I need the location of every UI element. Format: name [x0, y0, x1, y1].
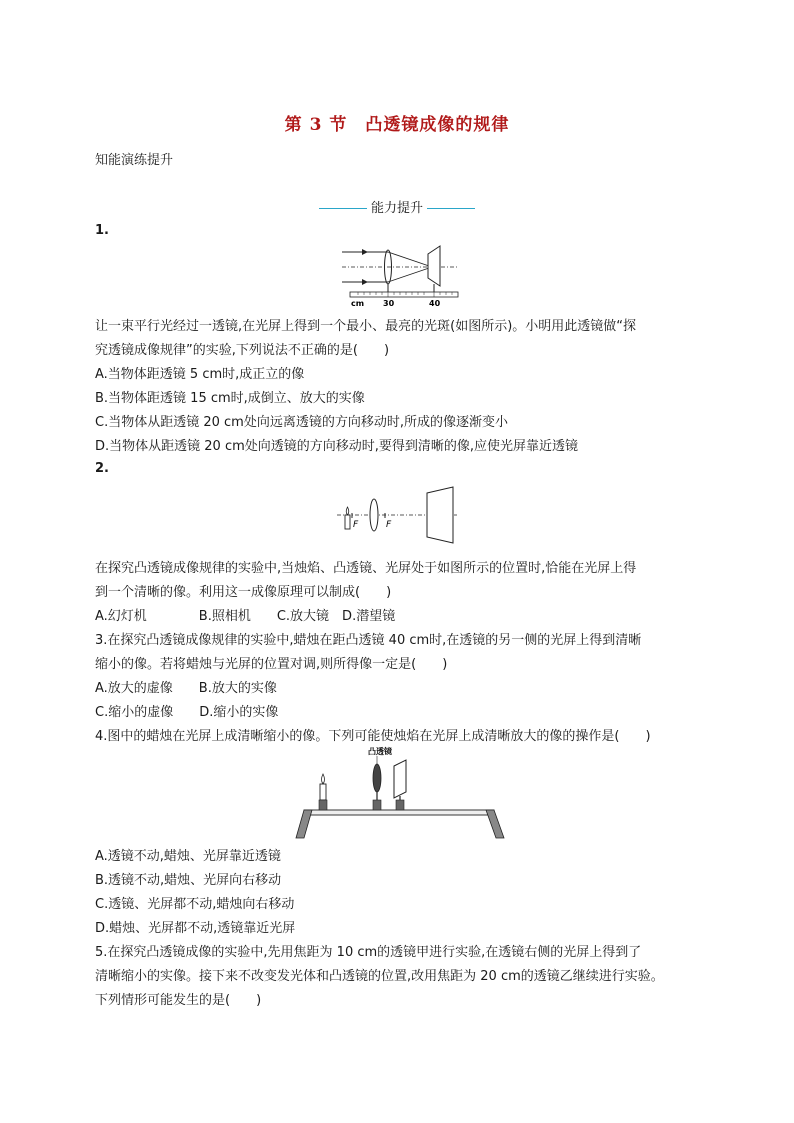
question-4-option-b: B.透镜不动,蜡烛、光屏向右移动: [95, 873, 282, 888]
subtitle: 知能演练提升: [95, 153, 174, 168]
section-heading: [0, 197, 794, 216]
question-1-option-b: B.当物体距透镜 15 cm时,成倒立、放大的实像: [95, 391, 365, 406]
question-4-stem-line-1: 4.图中的蜡烛在光屏上成清晰缩小的像。下列可能使烛焰在光屏上成清晰放大的像的操作是( ): [95, 729, 651, 744]
question-1-number: 1.: [95, 223, 109, 238]
ruler-mark-30: 30: [383, 299, 395, 308]
question-1-option-d: D.当物体从距透镜 20 cm处向透镜的方向移动时,要得到清晰的像,应使光屏靠近透镜: [95, 439, 579, 454]
question-5-stem-line-3: 下列情形可能发生的是( ): [95, 993, 262, 1008]
question-3-stem-line-1: 3.在探究凸透镜成像规律的实验中,蜡烛在距凸透镜 40 cm时,在透镜的另一侧的光屏上得到清晰: [95, 633, 642, 648]
question-2-stem-line-2: 到一个清晰的像。利用这一成像原理可以制成( ): [95, 585, 392, 600]
question-4-option-a: A.透镜不动,蜡烛、光屏靠近透镜: [95, 849, 281, 864]
question-1-stem-line-1: 让一束平行光经过一透镜,在光屏上得到一个最小、最亮的光斑(如图所示)。小明用此透镜做“探: [95, 319, 637, 334]
question-2-stem-line-1: 在探究凸透镜成像规律的实验中,当烛焰、凸透镜、光屏处于如图所示的位置时,恰能在光屏上得: [95, 561, 637, 576]
ruler-mark-40: 40: [429, 299, 441, 308]
question-1-option-a: A.当物体距透镜 5 cm时,成正立的像: [95, 367, 305, 382]
question-1-stem-line-2: 究透镜成像规律”的实验,下列说法不正确的是( ): [95, 343, 390, 358]
page-title: 第 3 节 凸透镜成像的规律: [284, 115, 510, 135]
question-3-options-line-2: C.缩小的虚像 D.缩小的实像: [95, 705, 279, 720]
question-4-option-d: D.蜡烛、光屏都不动,透镜靠近光屏: [95, 921, 296, 936]
focal-point-right-label: F: [386, 520, 392, 530]
focal-point-left-label: F: [353, 520, 359, 530]
heading-rule-right: [427, 208, 475, 209]
lens-label: 凸透镜: [368, 747, 392, 756]
question-3-options-line-1: A.放大的虚像 B.放大的实像: [95, 681, 277, 696]
question-4-option-c: C.透镜、光屏都不动,蜡烛向右移动: [95, 897, 295, 912]
heading-rule-left: [319, 208, 367, 209]
question-2-figure: [335, 485, 460, 550]
question-2-options: A.幻灯机 B.照相机 C.放大镜 D.潜望镜: [95, 609, 396, 624]
question-5-stem-line-2: 清晰缩小的实像。接下来不改变发光体和凸透镜的位置,改用焦距为 20 cm的透镜乙继续进行实验。: [95, 969, 664, 984]
question-3-stem-line-2: 缩小的像。若将蜡烛与光屏的位置对调,则所得像一定是( ): [95, 657, 448, 672]
question-1-option-c: C.当物体从距透镜 20 cm处向远离透镜的方向移动时,所成的像逐渐变小: [95, 415, 508, 430]
section-heading-text: 能力提升: [370, 201, 423, 216]
question-5-stem-line-1: 5.在探究凸透镜成像的实验中,先用焦距为 10 cm的透镜甲进行实验,在透镜右侧的光屏上得到了: [95, 945, 642, 960]
question-2-number: 2.: [95, 461, 109, 476]
question-1-figure: [340, 240, 465, 308]
question-4-figure: [290, 742, 510, 842]
ruler-unit-label: cm: [351, 299, 365, 308]
